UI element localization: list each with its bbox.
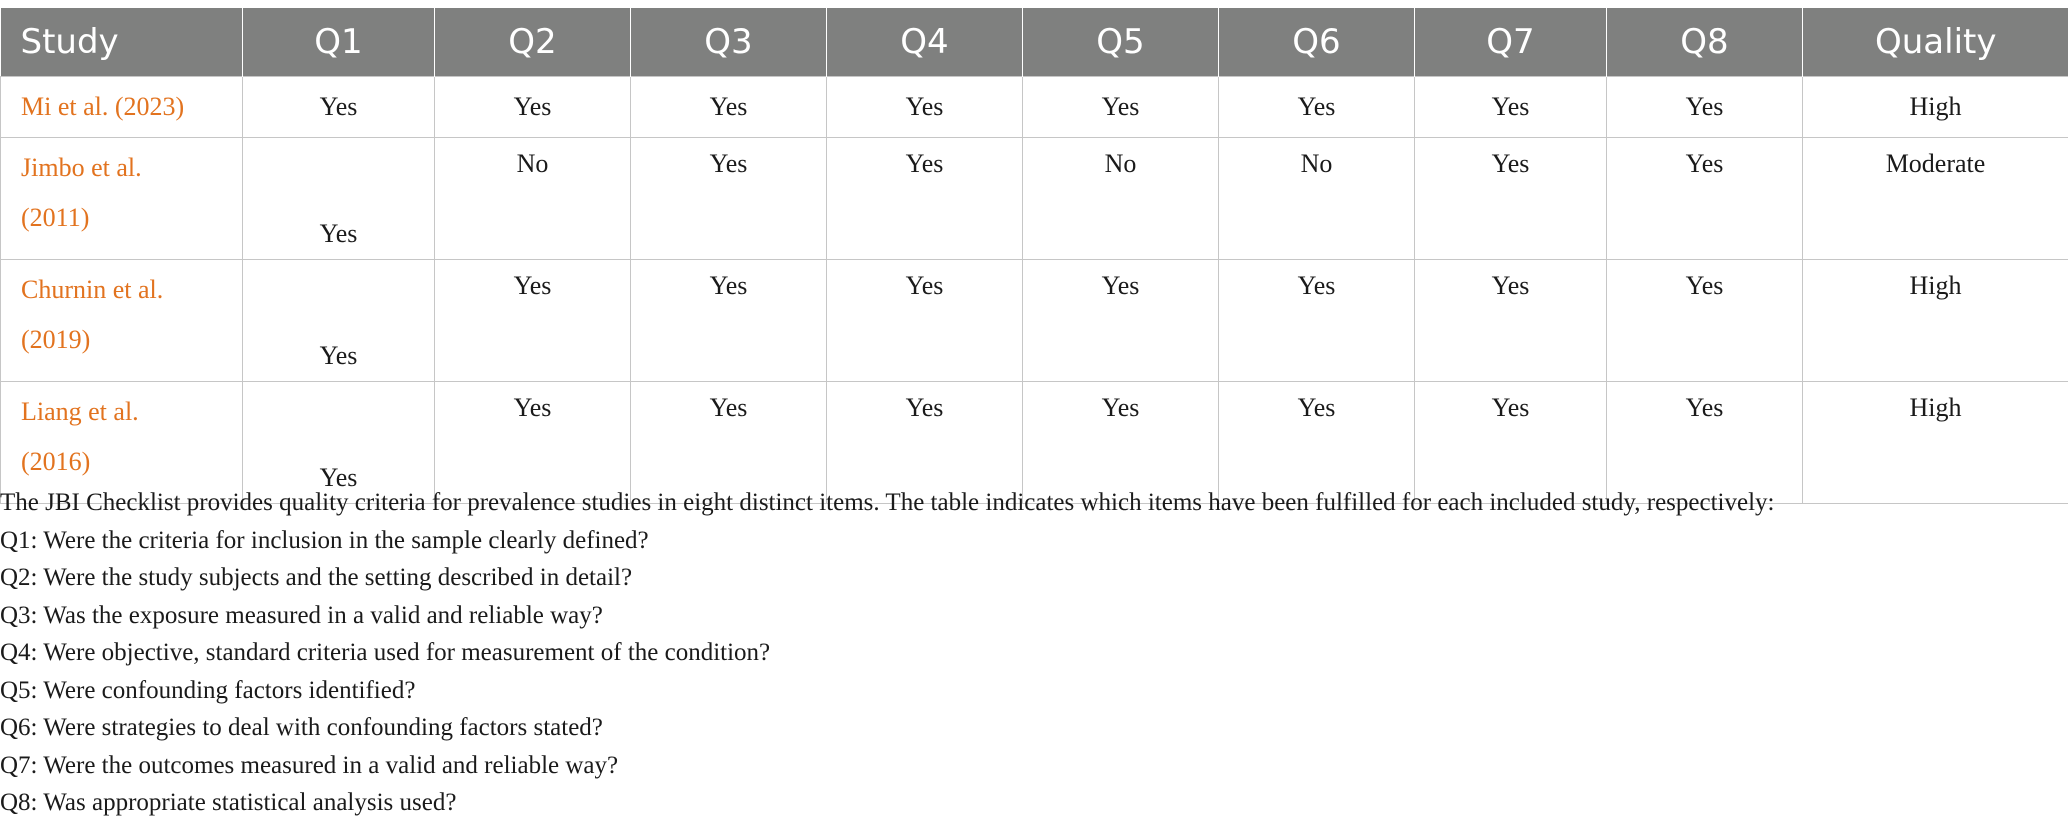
study-year[interactable]: (2011)	[21, 203, 90, 232]
q1-cell: Yes	[243, 77, 435, 138]
q7-cell: Yes	[1415, 77, 1607, 138]
header-q1: Q1	[243, 8, 435, 77]
quality-cell: Moderate	[1803, 138, 2068, 260]
header-q5: Q5	[1023, 8, 1219, 77]
q5-cell: Yes	[1023, 382, 1219, 504]
header-q3: Q3	[631, 8, 827, 77]
table-row	[1, 138, 2068, 260]
q1-cell: Yes	[243, 260, 435, 382]
quality-cell: High	[1803, 77, 2068, 138]
q6-cell: Yes	[1219, 382, 1415, 504]
table-header-row	[1, 8, 2068, 77]
quality-cell: High	[1803, 260, 2068, 382]
table-row	[1, 260, 2068, 382]
q7-cell: Yes	[1415, 260, 1607, 382]
q7-cell: Yes	[1415, 382, 1607, 504]
q3-cell: Yes	[631, 260, 827, 382]
q6-cell: Yes	[1219, 77, 1415, 138]
q4-cell: Yes	[827, 382, 1023, 504]
study-name[interactable]: Liang et al.	[21, 397, 139, 426]
q8-cell: Yes	[1607, 260, 1803, 382]
q1-cell: Yes	[243, 138, 435, 260]
study-link[interactable]	[1, 138, 243, 260]
q3-cell: Yes	[631, 382, 827, 504]
quality-assessment-table	[0, 8, 2068, 504]
table-row	[1, 77, 2068, 138]
header-quality: Quality	[1803, 8, 2068, 77]
q6-cell: Yes	[1219, 260, 1415, 382]
footnote-item-q8: Q8: Was appropriate statistical analysis used?	[0, 789, 457, 816]
quality-assessment-table-container	[0, 8, 2068, 504]
q5-cell: Yes	[1023, 260, 1219, 382]
study-name[interactable]: Churnin et al.	[21, 275, 164, 304]
footnote-item-q1: Q1: Were the criteria for inclusion in the sample clearly defined?	[0, 526, 649, 554]
footnote-item-q5: Q5: Were confounding factors identified?	[0, 676, 416, 704]
footnote-item-q6: Q6: Were strategies to deal with confounding factors stated?	[0, 714, 603, 741]
study-link[interactable]	[1, 77, 243, 138]
q5-cell: No	[1023, 138, 1219, 260]
q6-cell: No	[1219, 138, 1415, 260]
study-name[interactable]: Mi et al. (2023)	[21, 92, 185, 121]
q2-cell: Yes	[435, 260, 631, 382]
q7-cell: Yes	[1415, 138, 1607, 260]
study-name[interactable]: Jimbo et al.	[21, 153, 142, 182]
footnote-intro: The JBI Checklist provides quality criteria for prevalence studies in eight distinct items. The table indicates which items have been fulfilled for each included study, respectively:	[0, 489, 1775, 516]
q8-cell: Yes	[1607, 77, 1803, 138]
study-link[interactable]	[1, 260, 243, 382]
q3-cell: Yes	[631, 77, 827, 138]
footnote-item-q3: Q3: Was the exposure measured in a valid and reliable way?	[0, 601, 603, 629]
q4-cell: Yes	[827, 138, 1023, 260]
header-q7: Q7	[1415, 8, 1607, 77]
q2-cell: Yes	[435, 77, 631, 138]
header-q4: Q4	[827, 8, 1023, 77]
q4-cell: Yes	[827, 77, 1023, 138]
q8-cell: Yes	[1607, 138, 1803, 260]
q2-cell: Yes	[435, 382, 631, 504]
header-q6: Q6	[1219, 8, 1415, 77]
footnote-item-q4: Q4: Were objective, standard criteria used for measurement of the condition?	[0, 639, 771, 666]
header-q2: Q2	[435, 8, 631, 77]
header-q8: Q8	[1607, 8, 1803, 77]
q8-cell: Yes	[1607, 382, 1803, 504]
study-year[interactable]: (2019)	[21, 325, 91, 354]
table-footnote	[0, 484, 2060, 822]
q4-cell: Yes	[827, 260, 1023, 382]
q2-cell: No	[435, 138, 631, 260]
q3-cell: Yes	[631, 138, 827, 260]
q5-cell: Yes	[1023, 77, 1219, 138]
study-year[interactable]: (2016)	[21, 447, 91, 476]
footnote-item-q7: Q7: Were the outcomes measured in a valid and reliable way?	[0, 751, 619, 779]
header-study: Study	[1, 8, 243, 77]
quality-cell: High	[1803, 382, 2068, 504]
q1-cell: Yes	[243, 382, 435, 504]
footnote-item-q2: Q2: Were the study subjects and the setting described in detail?	[0, 564, 633, 591]
